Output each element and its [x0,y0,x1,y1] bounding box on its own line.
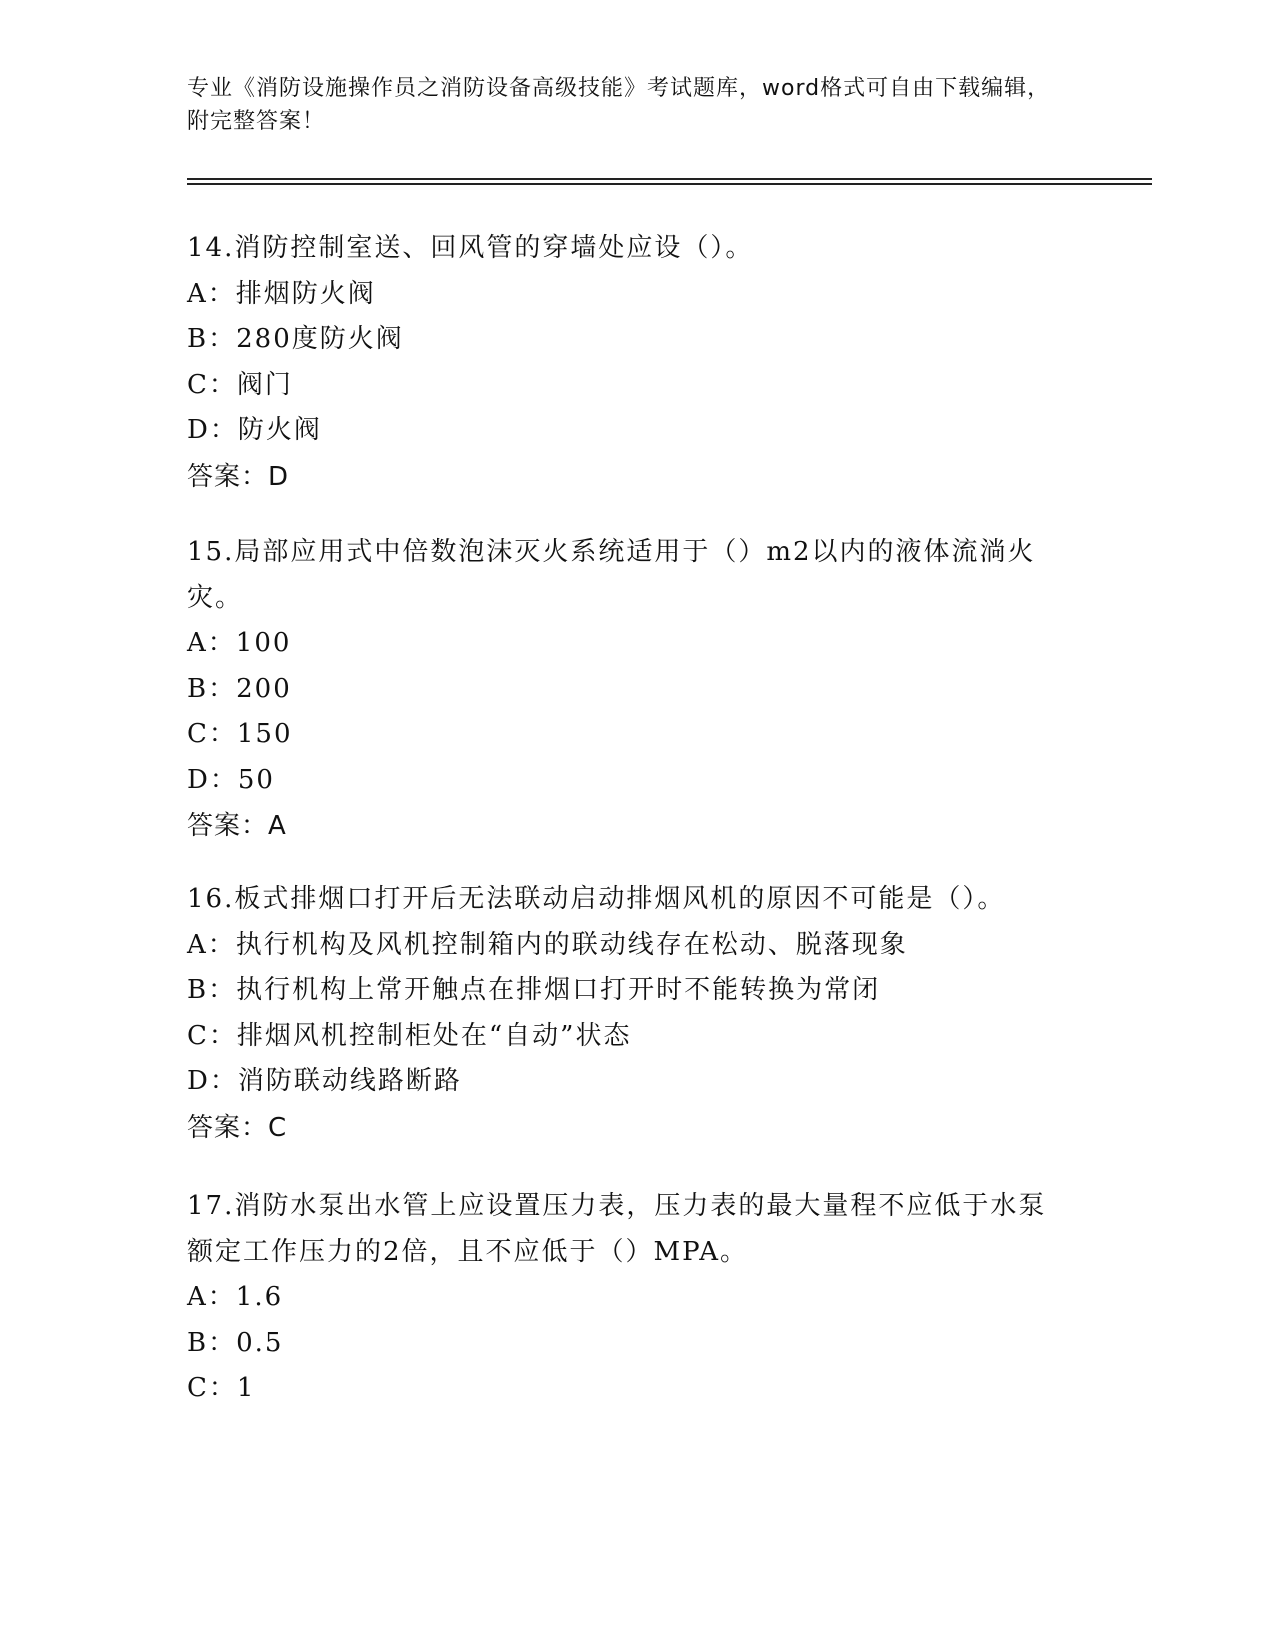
answer-line: 答案：A [187,811,287,841]
answer-line: 答案：D [187,461,290,492]
header-text: 专业《消防设施操作员之消防设备高级技能》考试题库，word格式可自由下载编辑，附完整答案！ [187,76,1051,134]
option-d: D：防火阀 [187,415,322,445]
question-stem: 17.消防水泵出水管上应设置压力表，压力表的最大量程不应低于水泵额定工作压力的2倍，且不应低于（）MPA。 [187,1191,1047,1267]
option-a: A：执行机构及风机控制箱内的联动线存在松动、脱落现象 [187,929,908,960]
option-b: B：执行机构上常开触点在排烟口打开时不能转换为常闭 [187,975,881,1005]
document-header [187,72,1067,138]
question-17 [187,1183,1087,1412]
answer-line: 答案：C [187,1112,288,1143]
option-a: A：排烟防火阀 [187,278,376,309]
option-c: C：阀门 [187,369,293,400]
option-b: B：200 [187,673,292,704]
question-stem: 16.板式排烟口打开后无法联动启动排烟风机的原因不可能是（）。 [187,884,1006,914]
question-16 [187,877,1087,1151]
header-divider-bottom [187,183,1152,185]
question-stem: 14.消防控制室送、回风管的穿墙处应设（）。 [187,233,754,263]
option-c: C：排烟风机控制柜处在“自动”状态 [187,1020,632,1051]
header-divider-top [187,178,1152,180]
question-stem: 15.局部应用式中倍数泡沫灭火系统适用于（）m2以内的液体流淌火灾。 [187,537,1036,613]
option-c: C：150 [187,719,293,749]
option-b: B：0.5 [187,1327,284,1358]
option-b: B：280度防火阀 [187,324,404,354]
question-15 [187,529,1087,849]
question-14 [187,226,1087,500]
option-d: D：消防联动线路断路 [187,1066,462,1096]
option-c: C：1 [187,1373,256,1403]
option-a: A：100 [187,628,292,658]
option-a: A：1.6 [187,1282,284,1312]
option-d: D：50 [187,764,275,795]
